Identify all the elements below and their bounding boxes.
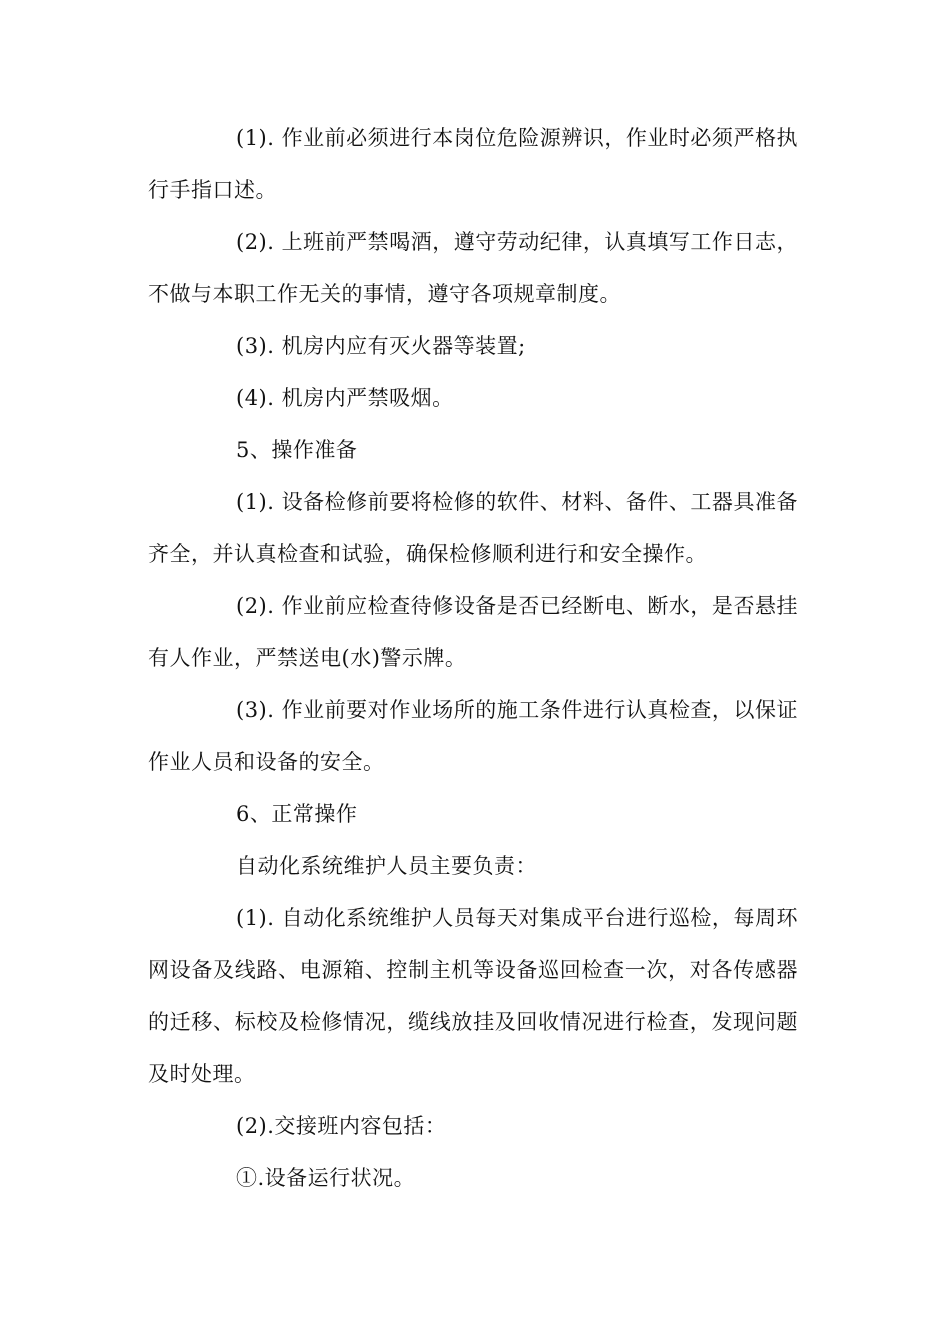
section-heading-normal-operation: 6、正常操作 — [236, 802, 358, 826]
section-heading-operation-preparation: 5、操作准备 — [236, 438, 358, 462]
paragraph-daily-inspection: (1). 自动化系统维护人员每天对集成平台进行巡检，每周环网设备及线路、电源箱、控制主机等设备巡回检查一次，对各传感器的迁移、标校及检修情况，缆线放挂及回收情况进行检查，发现问题及时处理。 — [148, 906, 798, 1086]
paragraph-work-discipline: (2). 上班前严禁喝酒，遵守劳动纪律，认真填写工作日志，不做与本职工作无关的事情，遵守各项规章制度。 — [148, 230, 798, 306]
paragraph-hazard-identification: (1). 作业前必须进行本岗位危险源辨识，作业时必须严格执行手指口述。 — [148, 126, 798, 202]
paragraph-fire-extinguisher: (3). 机房内应有灭火器等装置; — [236, 334, 526, 358]
paragraph-maintenance-responsibilities: 自动化系统维护人员主要负责： — [236, 854, 537, 878]
document-body — [148, 112, 798, 1204]
paragraph-check-power-water: (2). 作业前应检查待修设备是否已经断电、断水，是否悬挂有人作业，严禁送电(水)警示牌。 — [148, 594, 798, 670]
paragraph-no-smoking: (4). 机房内严禁吸烟。 — [236, 386, 454, 410]
list-item-equipment-status: ①.设备运行状况。 — [236, 1166, 416, 1190]
paragraph-shift-handover: (2).交接班内容包括： — [236, 1114, 447, 1138]
paragraph-check-site-conditions: (3). 作业前要对作业场所的施工条件进行认真检查，以保证作业人员和设备的安全。 — [148, 698, 798, 774]
paragraph-prepare-materials: (1). 设备检修前要将检修的软件、材料、备件、工器具准备齐全，并认真检查和试验，确保检修顺利进行和安全操作。 — [148, 490, 798, 566]
